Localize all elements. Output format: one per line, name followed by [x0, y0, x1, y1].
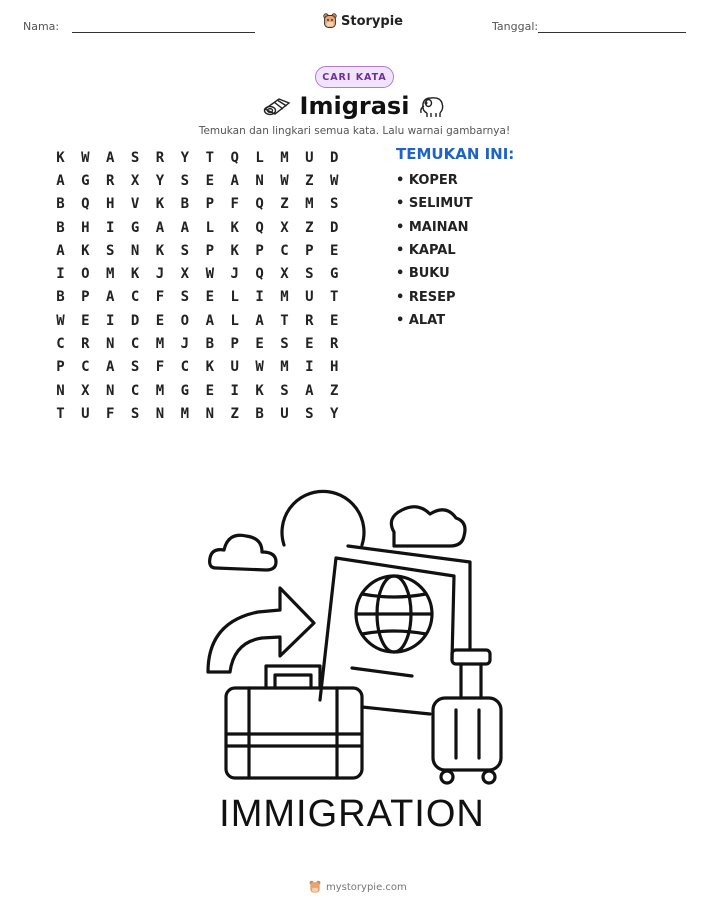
grid-cell[interactable]: A: [205, 312, 214, 329]
brand-logo: [323, 13, 403, 29]
grid-cell[interactable]: B: [255, 405, 264, 422]
grid-cell[interactable]: J: [180, 336, 190, 353]
instructions: Temukan dan lingkari semua kata. Lalu warnai gambarnya!: [198, 125, 511, 137]
grid-cell[interactable]: C: [130, 382, 140, 399]
grid-cell[interactable]: A: [106, 289, 115, 306]
grid-cell[interactable]: E: [205, 172, 214, 189]
grid-cell[interactable]: C: [280, 242, 289, 259]
grid-cell[interactable]: X: [280, 266, 289, 283]
grid-cell[interactable]: A: [155, 219, 165, 236]
grid-cell[interactable]: U: [81, 405, 90, 422]
grid-cell[interactable]: F: [155, 289, 165, 306]
grid-cell[interactable]: I: [106, 312, 115, 329]
grid-cell[interactable]: W: [81, 149, 90, 166]
grid-cell[interactable]: L: [255, 149, 264, 166]
grid-cell[interactable]: W: [330, 172, 339, 189]
grid-cell[interactable]: P: [305, 242, 314, 259]
grid-cell[interactable]: C: [130, 336, 140, 353]
grid-cell[interactable]: M: [106, 266, 115, 283]
grid-cell[interactable]: G: [81, 172, 90, 189]
grid-cell[interactable]: R: [330, 336, 339, 353]
grid-cell[interactable]: A: [106, 149, 115, 166]
grid-cell[interactable]: K: [155, 196, 165, 213]
arrow-icon: [208, 588, 314, 672]
grid-cell[interactable]: Y: [180, 149, 190, 166]
grid-cell[interactable]: M: [280, 149, 289, 166]
grid-cell[interactable]: M: [280, 359, 289, 376]
grid-cell[interactable]: W: [56, 312, 65, 329]
grid-cell[interactable]: M: [155, 336, 165, 353]
grid-cell[interactable]: K: [130, 266, 140, 283]
grid-cell[interactable]: P: [205, 196, 214, 213]
activity-badge: CARI KATA: [315, 66, 394, 88]
grid-cell[interactable]: N: [205, 405, 214, 422]
grid-cell[interactable]: B: [56, 219, 65, 236]
briefcase-icon: [226, 666, 362, 778]
grid-cell[interactable]: K: [255, 382, 264, 399]
grid-cell[interactable]: T: [56, 405, 65, 422]
grid-cell[interactable]: I: [230, 382, 239, 399]
grid-cell[interactable]: K: [155, 242, 165, 259]
globe-icon: [356, 576, 432, 652]
grid-cell[interactable]: C: [180, 359, 190, 376]
sun-icon: [282, 491, 364, 545]
grid-cell[interactable]: F: [230, 196, 239, 213]
grid-cell[interactable]: N: [106, 336, 115, 353]
grid-cell[interactable]: X: [130, 172, 140, 189]
page-title: Imigrasi: [299, 92, 410, 120]
grid-cell[interactable]: S: [305, 266, 314, 283]
grid-cell[interactable]: R: [305, 312, 314, 329]
grid-cell[interactable]: H: [81, 219, 90, 236]
grid-cell[interactable]: A: [106, 359, 115, 376]
grid-cell[interactable]: U: [230, 359, 239, 376]
grid-cell[interactable]: Y: [155, 172, 165, 189]
grid-cell[interactable]: G: [130, 219, 140, 236]
grid-cell[interactable]: I: [56, 266, 65, 283]
footer-url[interactable]: mystorypie.com: [326, 881, 407, 893]
word-list: [396, 169, 473, 332]
grid-cell[interactable]: M: [180, 405, 190, 422]
grid-cell[interactable]: U: [305, 149, 314, 166]
cloud-icon: [210, 535, 276, 570]
grid-cell[interactable]: E: [205, 382, 214, 399]
grid-cell[interactable]: E: [155, 312, 165, 329]
grid-cell[interactable]: K: [230, 219, 239, 236]
grid-cell[interactable]: J: [155, 266, 165, 283]
grid-cell[interactable]: G: [180, 382, 190, 399]
grid-cell[interactable]: K: [81, 242, 90, 259]
grid-cell[interactable]: A: [255, 312, 264, 329]
grid-cell[interactable]: S: [106, 242, 115, 259]
grid-cell[interactable]: M: [280, 289, 289, 306]
grid-cell[interactable]: E: [255, 336, 264, 353]
grid-cell[interactable]: Z: [330, 382, 339, 399]
grid-cell[interactable]: R: [81, 336, 90, 353]
grid-cell[interactable]: A: [56, 172, 65, 189]
grid-cell[interactable]: G: [330, 266, 339, 283]
grid-cell[interactable]: O: [180, 312, 190, 329]
grid-cell[interactable]: S: [280, 336, 289, 353]
grid-cell[interactable]: W: [205, 266, 214, 283]
grid-cell[interactable]: N: [56, 382, 65, 399]
grid-cell[interactable]: E: [330, 312, 339, 329]
grid-cell[interactable]: D: [330, 219, 339, 236]
grid-cell[interactable]: T: [330, 289, 339, 306]
grid-cell[interactable]: X: [81, 382, 90, 399]
grid-cell[interactable]: L: [230, 289, 239, 306]
grid-cell[interactable]: S: [180, 289, 190, 306]
grid-cell[interactable]: F: [106, 405, 115, 422]
grid-cell[interactable]: R: [106, 172, 115, 189]
date-line[interactable]: [538, 32, 686, 33]
grid-cell[interactable]: D: [330, 149, 339, 166]
grid-cell[interactable]: Y: [330, 405, 339, 422]
grid-cell[interactable]: M: [305, 196, 314, 213]
grid-cell[interactable]: H: [106, 196, 115, 213]
grid-cell[interactable]: C: [56, 336, 65, 353]
grid-cell[interactable]: S: [180, 172, 190, 189]
word-list-item: • KOPER: [396, 173, 458, 189]
grid-cell[interactable]: N: [130, 242, 140, 259]
grid-cell[interactable]: Z: [305, 172, 314, 189]
grid-cell[interactable]: A: [230, 172, 239, 189]
grid-cell[interactable]: E: [205, 289, 214, 306]
grid-cell[interactable]: Q: [81, 196, 90, 213]
grid-cell[interactable]: E: [330, 242, 339, 259]
grid-cell[interactable]: N: [155, 405, 165, 422]
grid-cell[interactable]: O: [81, 266, 90, 283]
grid-cell[interactable]: B: [205, 336, 214, 353]
word-search-grid[interactable]: [48, 146, 347, 426]
grid-cell[interactable]: X: [180, 266, 190, 283]
grid-cell[interactable]: U: [305, 289, 314, 306]
grid-cell[interactable]: C: [130, 289, 140, 306]
grid-cell[interactable]: S: [130, 359, 140, 376]
grid-cell[interactable]: I: [106, 219, 115, 236]
date-label: Tanggal:: [492, 20, 539, 33]
grid-cell[interactable]: T: [205, 149, 214, 166]
grid-cell[interactable]: A: [180, 219, 190, 236]
grid-cell[interactable]: S: [180, 242, 190, 259]
cloud-icon: [391, 507, 465, 546]
grid-cell[interactable]: S: [305, 405, 314, 422]
grid-cell[interactable]: E: [305, 336, 314, 353]
grid-cell[interactable]: L: [230, 312, 239, 329]
grid-cell[interactable]: P: [56, 359, 65, 376]
word-list-item: • SELIMUT: [396, 196, 473, 212]
grid-cell[interactable]: L: [205, 219, 214, 236]
grid-cell[interactable]: Z: [280, 196, 289, 213]
grid-cell[interactable]: U: [280, 405, 289, 422]
grid-cell[interactable]: Q: [255, 266, 264, 283]
grid-cell[interactable]: B: [56, 196, 65, 213]
grid-cell[interactable]: Q: [230, 149, 239, 166]
grid-cell[interactable]: W: [255, 359, 264, 376]
suitcase-icon: [433, 650, 501, 783]
bear-icon: [309, 880, 321, 894]
word-list-title: TEMUKAN INI:: [396, 145, 515, 163]
grid-cell[interactable]: C: [81, 359, 90, 376]
grid-cell[interactable]: P: [205, 242, 214, 259]
grid-cell[interactable]: R: [155, 149, 165, 166]
grid-cell[interactable]: P: [230, 336, 239, 353]
grid-cell[interactable]: S: [130, 149, 140, 166]
grid-cell[interactable]: Q: [255, 219, 264, 236]
grid-cell[interactable]: W: [280, 172, 289, 189]
grid-cell[interactable]: Z: [305, 219, 314, 236]
grid-cell[interactable]: J: [230, 266, 239, 283]
grid-cell[interactable]: S: [280, 382, 289, 399]
grid-cell[interactable]: H: [330, 359, 339, 376]
grid-cell[interactable]: B: [180, 196, 190, 213]
footer: [309, 880, 407, 894]
brand-name: Storypie: [341, 13, 403, 29]
word-list-item: • ALAT: [396, 312, 446, 328]
grid-cell[interactable]: Q: [255, 196, 264, 213]
word-list-item: • MAINAN: [396, 219, 469, 235]
grid-cell[interactable]: V: [130, 196, 140, 213]
grid-cell[interactable]: N: [106, 382, 115, 399]
grid-cell[interactable]: S: [130, 405, 140, 422]
name-label: Nama:: [23, 20, 60, 33]
grid-cell[interactable]: K: [205, 359, 214, 376]
grid-cell[interactable]: Z: [230, 405, 239, 422]
grid-cell[interactable]: P: [255, 242, 264, 259]
grid-cell[interactable]: S: [330, 196, 339, 213]
grid-cell[interactable]: T: [280, 312, 289, 329]
grid-cell[interactable]: B: [56, 289, 65, 306]
grid-cell[interactable]: A: [305, 382, 314, 399]
grid-cell[interactable]: X: [280, 219, 289, 236]
grid-cell[interactable]: P: [81, 289, 90, 306]
coloring-illustration[interactable]: [195, 488, 515, 833]
grid-cell[interactable]: I: [255, 289, 264, 306]
grid-cell[interactable]: K: [230, 242, 239, 259]
word-list-item: • BUKU: [396, 266, 450, 282]
grid-cell[interactable]: E: [81, 312, 90, 329]
bear-icon: [323, 13, 337, 29]
illustration-caption: IMMIGRATION: [219, 793, 485, 833]
word-list-item: • RESEP: [396, 289, 456, 305]
grid-cell[interactable]: M: [155, 382, 165, 399]
elephant-toy-icon: [418, 93, 448, 119]
grid-cell[interactable]: N: [255, 172, 264, 189]
word-list-item: • KAPAL: [396, 243, 456, 259]
grid-cell[interactable]: K: [56, 149, 65, 166]
grid-cell[interactable]: I: [305, 359, 314, 376]
grid-cell[interactable]: F: [155, 359, 165, 376]
grid-cell[interactable]: D: [130, 312, 140, 329]
grid-cell[interactable]: A: [56, 242, 65, 259]
name-line[interactable]: [72, 32, 255, 33]
